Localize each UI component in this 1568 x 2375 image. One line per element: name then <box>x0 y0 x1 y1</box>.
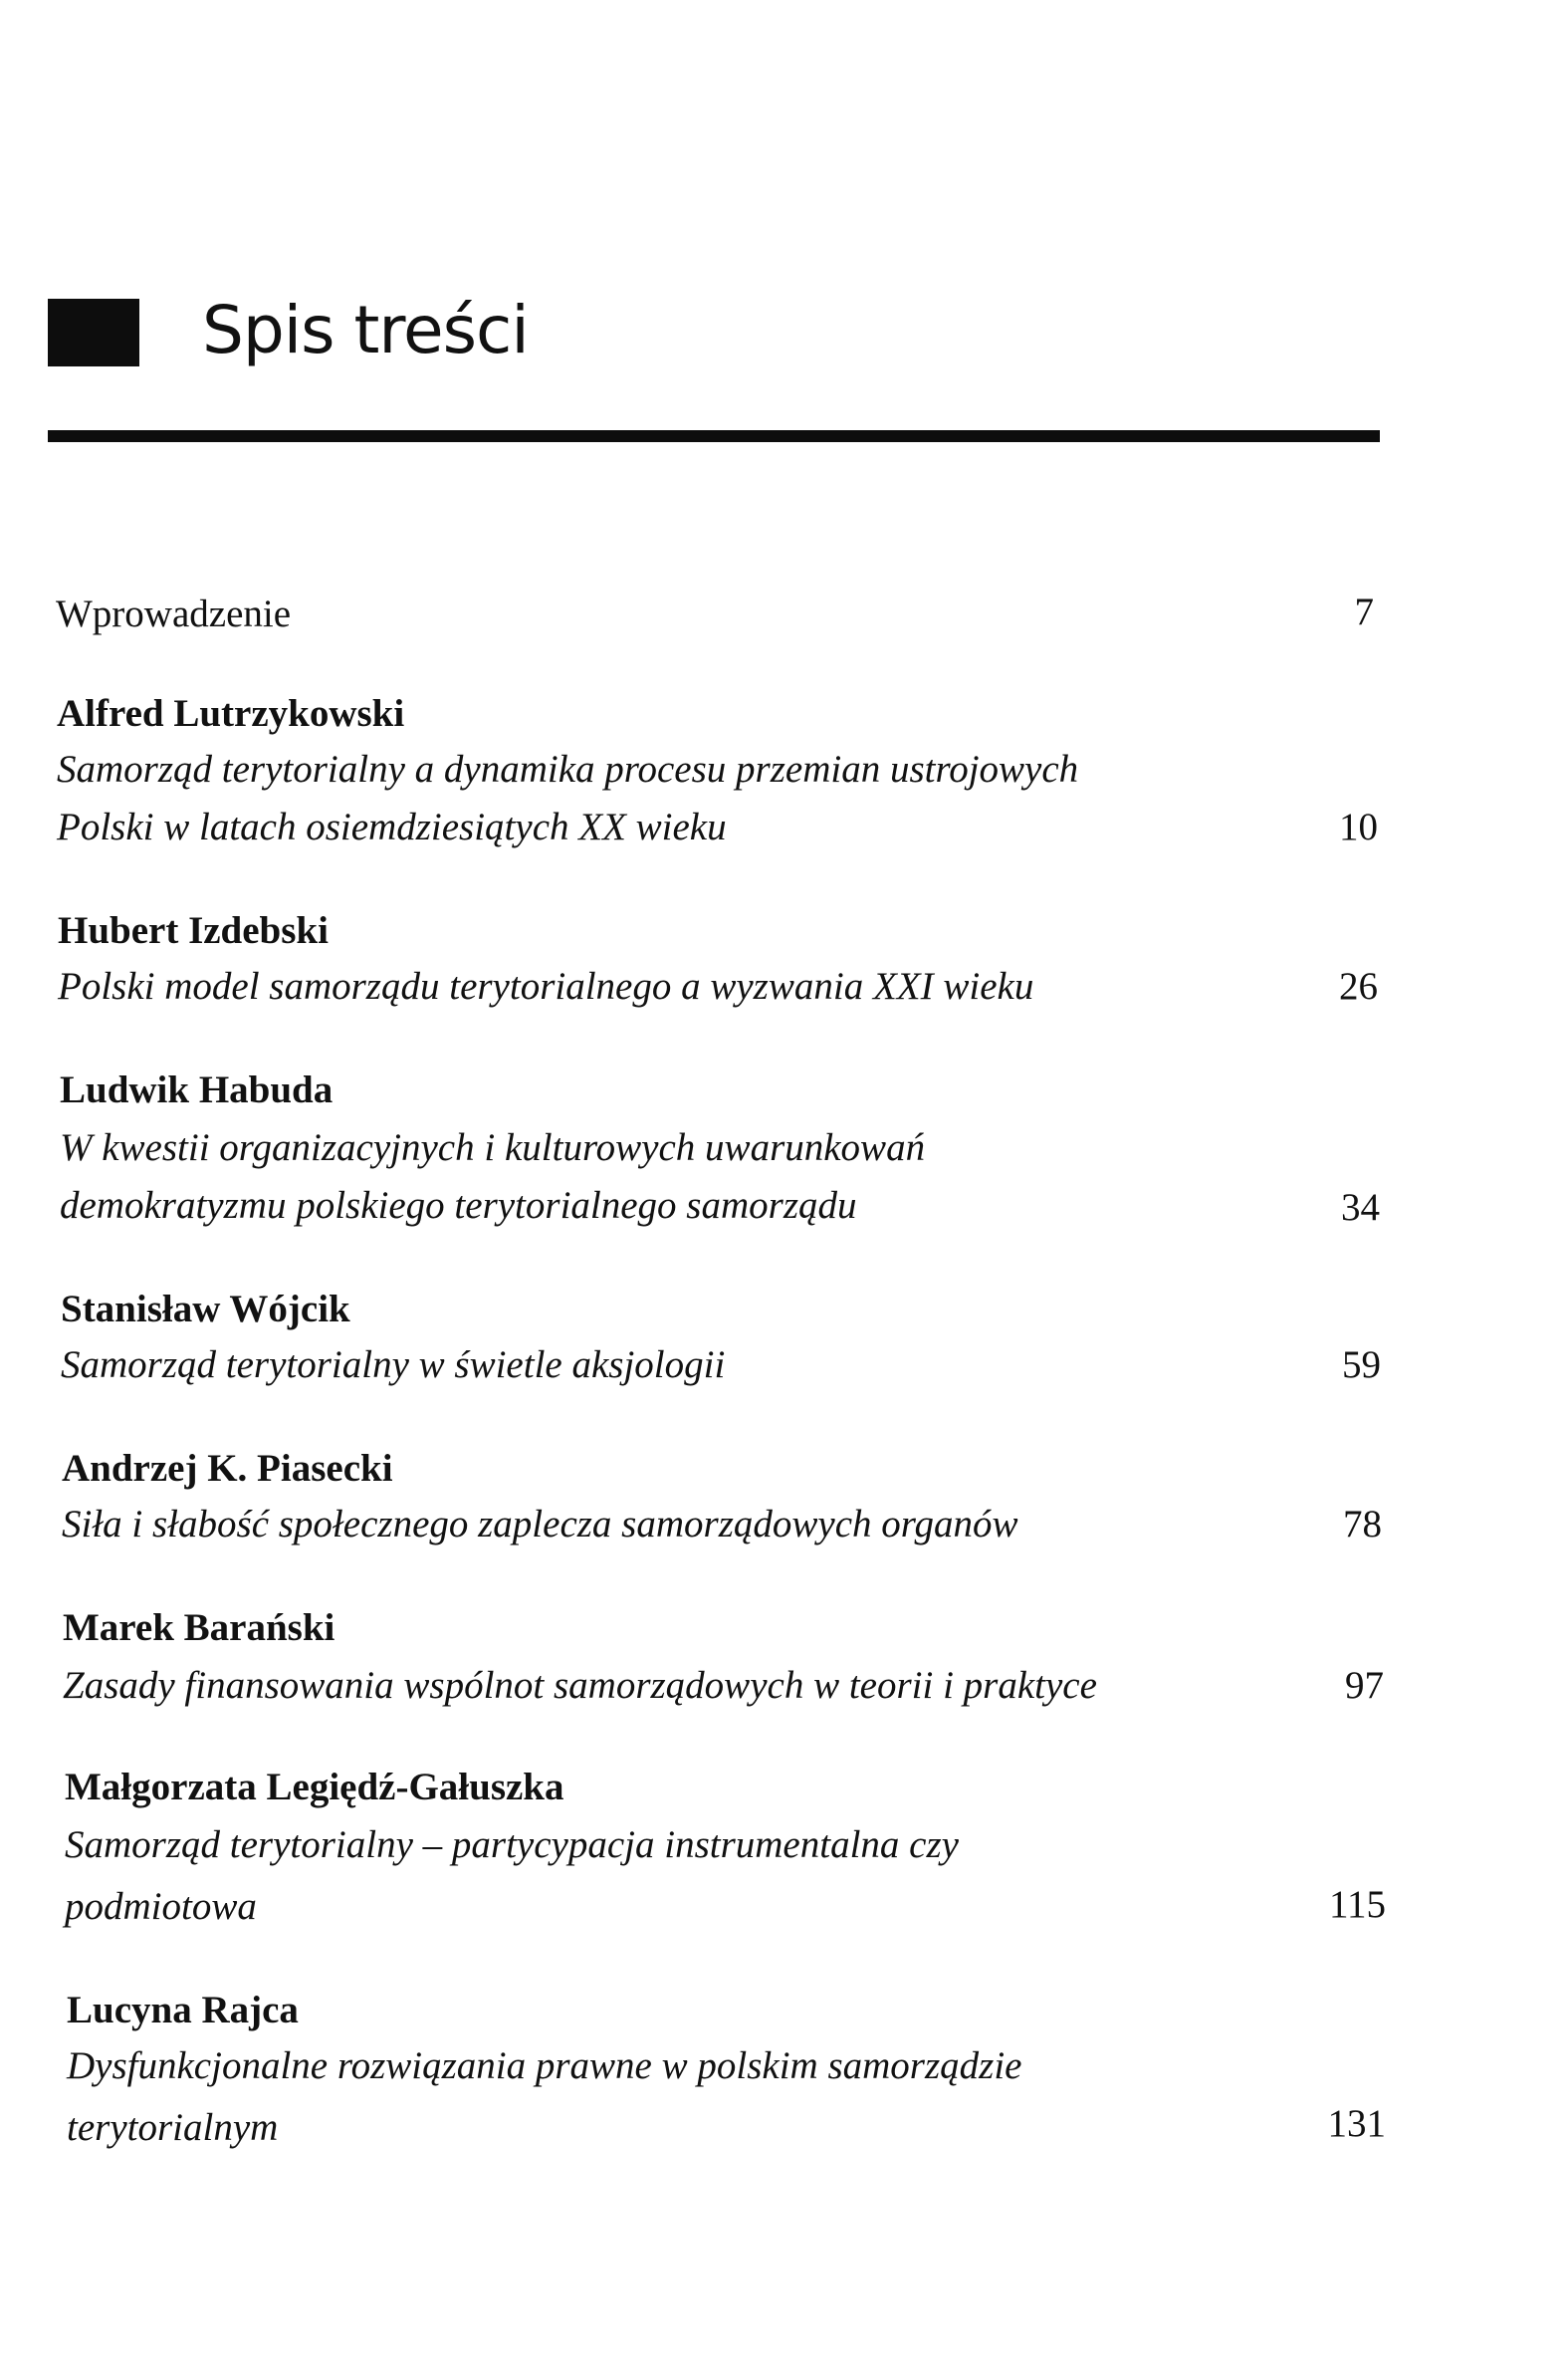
toc-author: Ludwik Habuda <box>60 1069 334 1111</box>
toc-intro-page: 7 <box>1354 591 1374 633</box>
toc-title-line: Samorząd terytorialny a dynamika procesu przemian ustrojowych <box>57 748 1079 791</box>
toc-author: Hubert Izdebski <box>58 909 329 952</box>
toc-title-line: Samorząd terytorialny – partycypacja instrumentalna czy <box>65 1823 959 1866</box>
toc-intro-title: Wprowadzenie <box>56 593 292 635</box>
toc-title-line: Zasady finansowania wspólnot samorządowych w teorii i praktyce <box>63 1664 1097 1707</box>
toc-author: Małgorzata Legiędź-Gałuszka <box>65 1766 564 1808</box>
toc-page-number: 10 <box>1339 806 1378 848</box>
title-rule <box>48 430 1380 442</box>
toc-page-number: 26 <box>1339 965 1378 1008</box>
toc-page-number: 115 <box>1328 1883 1386 1926</box>
toc-author: Lucyna Rajca <box>67 1989 299 2031</box>
title-marker-block <box>48 299 139 366</box>
toc-title-line: podmiotowa <box>65 1885 257 1928</box>
toc-page-number: 131 <box>1327 2102 1386 2145</box>
toc-title-line: terytorialnym <box>67 2106 279 2149</box>
toc-author: Stanisław Wójcik <box>61 1288 350 1330</box>
page-title: Spis treści <box>202 292 529 368</box>
toc-title-line: demokratyzmu polskiego terytorialnego samorządu <box>60 1184 857 1227</box>
toc-author: Andrzej K. Piasecki <box>62 1447 393 1490</box>
toc-page-number: 34 <box>1341 1186 1380 1229</box>
toc-title-line: W kwestii organizacyjnych i kulturowych uwarunkowań <box>60 1126 926 1169</box>
toc-title-line: Siła i słabość społecznego zaplecza samorządowych organów <box>62 1503 1018 1545</box>
toc-title-line: Samorząd terytorialny w świetle aksjologii <box>61 1343 726 1386</box>
toc-author: Marek Barański <box>63 1606 336 1649</box>
toc-page-number: 78 <box>1343 1503 1382 1545</box>
toc-title-line: Polski w latach osiemdziesiątych XX wieku <box>57 806 727 848</box>
toc-page-number: 97 <box>1345 1664 1384 1707</box>
toc-author: Alfred Lutrzykowski <box>57 692 405 735</box>
toc-title-line: Polski model samorządu terytorialnego a wyzwania XXI wieku <box>58 965 1034 1008</box>
toc-title-line: Dysfunkcjonalne rozwiązania prawne w polskim samorządzie <box>67 2044 1022 2087</box>
toc-page-number: 59 <box>1342 1343 1381 1386</box>
